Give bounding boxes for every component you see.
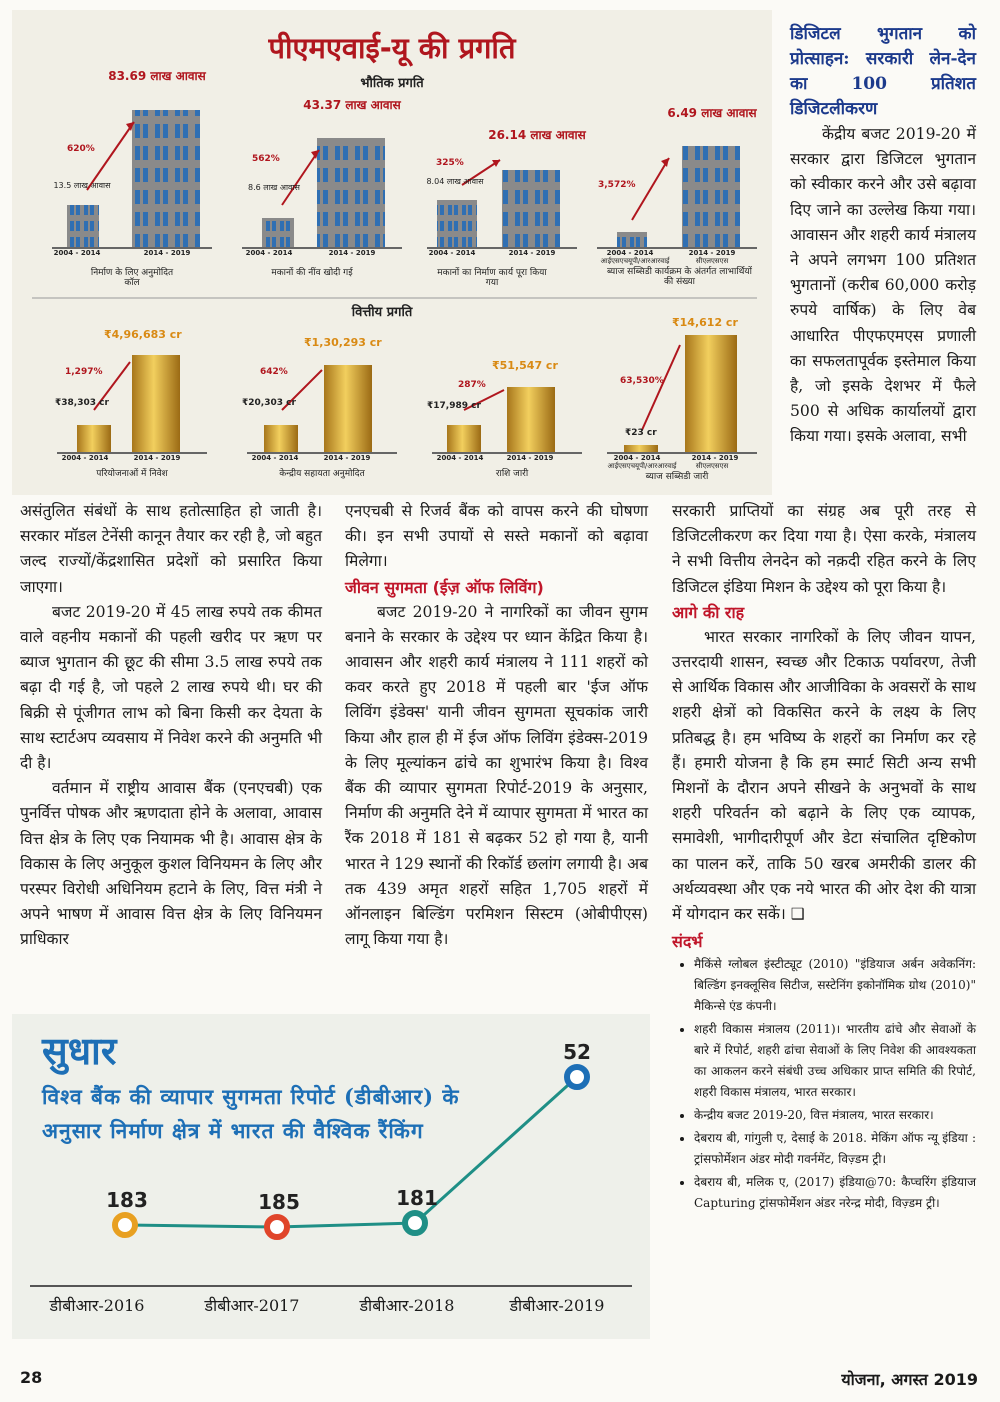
physical-growth-1: 620% bbox=[67, 144, 95, 154]
financial-new-period-4: 2014 - 2019 bbox=[691, 454, 739, 462]
infographic-panel bbox=[12, 10, 772, 495]
new-building-3 bbox=[502, 170, 560, 247]
reference-item: • शहरी विकास मंत्रालय (2011)। भारतीय ढांचे और सेवाओं के बारे में रिपोर्ट, शहरी ढांचा सेवाओं के लिए निवेश की आवश्यकता का आकलन करने संबंधी उच्च अधिकार प्राप्त समिति की रिपोर्ट, शहरी विकास मंत्रालय, भारत सरकार। bbox=[694, 1019, 976, 1103]
physical-new-sub-4: सीएलएसएस bbox=[695, 257, 729, 265]
physical-old-period-3: 2004 - 2014 bbox=[428, 249, 476, 257]
physical-group-3-graphic bbox=[427, 160, 577, 249]
financial-new-value-2: ₹1,30,293 cr bbox=[304, 336, 382, 349]
col1-para-2: बजट 2019-20 में 45 लाख रुपये तक कीमत वाले वहनीय मकानों की पहली खरीद पर ऋण पर ब्याज भुगतान की छूट की सीमा 3.5 लाख रुपये तक बढ़ा दी गई है, जो पहले 2 लाख रुपये थी। घर की बिक्री से पूंजीगत लाभ को बिना किसी कर देयता के साथ स्टार्टअप व्यवसाय में निवेश करने की अनुमति भी दी है। bbox=[20, 602, 322, 773]
ranking-series-line bbox=[125, 1077, 577, 1227]
new-coins-4 bbox=[685, 335, 737, 452]
x-tick-label: डीबीआर-2019 bbox=[509, 1296, 605, 1315]
physical-growth-4: 3,572% bbox=[598, 180, 636, 190]
financial-progress-heading: वित्तीय प्रगति bbox=[351, 305, 413, 320]
financial-growth-1: 1,297% bbox=[65, 367, 103, 377]
financial-old-sub-4: आईएसएचयूपी/आरआरवाई bbox=[607, 462, 677, 470]
financial-growth-3: 287% bbox=[458, 380, 486, 390]
physical-new-value-1: 83.69 लाख आवास bbox=[108, 69, 206, 83]
physical-new-period-2: 2014 - 2019 bbox=[328, 249, 376, 257]
col1-para-1: असंतुलित संबंधों के साथ हतोत्साहित हो जाती है। सरकार मॉडल टेनेंसी कानून तैयार कर रही है, जो बहुत जल्द राज्यों/केंद्रशासित प्रदेशों को प्रसारित किया जाएगा। bbox=[20, 502, 322, 596]
physical-old-period-2: 2004 - 2014 bbox=[245, 249, 293, 257]
financial-old-period-3: 2004 - 2014 bbox=[436, 454, 484, 462]
reference-item: • देबराय बी, मलिक ए, (2017) इंडिया@70: कैप्चरिंग इंडियाज Capturing ट्रांसफोर्मेशन अंडर नरेन्द्र मोदी, विज़्डम ट्री। bbox=[694, 1172, 976, 1214]
financial-new-sub-4: सीएलएसएस bbox=[695, 462, 729, 470]
ranking-point bbox=[267, 1217, 287, 1237]
reform-chart-title: सुधार bbox=[42, 1029, 117, 1073]
financial-old-value-3: ₹17,989 cr bbox=[427, 401, 481, 411]
reform-chart-panel bbox=[12, 1014, 650, 1339]
financial-old-period-1: 2004 - 2014 bbox=[61, 454, 109, 462]
old-coins-3 bbox=[447, 425, 481, 452]
references-list bbox=[672, 954, 976, 1214]
col2-para-1: एनएचबी से रिजर्व बैंक को वापस करने की घोषणा की। इन सभी उपायों से सस्ते मकानों को बढ़ावा मिलेगा। bbox=[345, 502, 648, 571]
old-building-4 bbox=[617, 232, 647, 247]
reference-item: • मैकिंसे ग्लोबल इंस्टीट्यूट (2010) "इंडियाज अर्बन अवेकनिंग: बिल्डिंग इनक्लूसिव सिटीज, सस्टेनिंग इकोनॉमिक ग्रोथ (2010)" मैकिन्से एंड कंपनी। bbox=[694, 954, 976, 1017]
physical-caption-3: मकानों का निर्माण कार्य पूरा किया गया bbox=[437, 268, 547, 288]
old-building-3 bbox=[437, 200, 477, 247]
new-coins-1 bbox=[132, 355, 180, 452]
column-3 bbox=[672, 499, 976, 1216]
financial-caption-1: परियोजनाओं में निवेश bbox=[96, 469, 168, 479]
physical-new-period-3: 2014 - 2019 bbox=[508, 249, 556, 257]
ranking-data-label: 52 bbox=[563, 1040, 591, 1064]
financial-old-value-1: ₹38,303 cr bbox=[55, 398, 109, 408]
financial-new-period-3: 2014 - 2019 bbox=[506, 454, 554, 462]
col2-para-2: बजट 2019-20 ने नागरिकों का जीवन सुगम बनाने के सरकार के उद्देश्य पर ध्यान केंद्रित किया है। आवासन और शहरी कार्य मंत्रालय ने 111 शहरों को कवर करते हुए 2018 में पहली बार 'ईज ऑफ लिविंग इंडेक्स' यानी जीवन सुगमता सूचकांक जारी किया और हाल ही में ईज ऑफ लिविंग इंडेक्स-2019 के लिए मूल्यांकन ढांचे का शुभारंभ किया है। विश्व बैंक की व्यापार सुगमता रिपोर्ट-2019 के अनुसार, निर्माण की अनुमति देने में व्यापार सुगमता में भारत का रैंक 2018 में 181 से बढ़कर 52 हो गया है, यानी भारत ने 129 स्थानों की रिकॉर्ड छलांग लगायी है। अब तक 439 अमृत शहरों सहित 1,705 शहरों में ऑनलाइन बिल्डिंग परमिशन सिस्टम (ओबीपीएस) लागू किया गया है। bbox=[345, 602, 648, 949]
column-1 bbox=[20, 499, 322, 953]
right-top-column bbox=[790, 22, 976, 450]
financial-caption-4: ब्याज सब्सिडी जारी bbox=[645, 472, 709, 482]
physical-old-value-1: 13.5 लाख आवास bbox=[53, 181, 111, 190]
physical-caption-4: ब्याज सब्सिडी कार्यक्रम के अंतर्गत लाभार्थियों की संख्या bbox=[607, 267, 752, 287]
financial-new-period-1: 2014 - 2019 bbox=[133, 454, 181, 462]
old-coins-1 bbox=[77, 425, 111, 452]
infographic-title: पीएमएवाई-यू की प्रगति bbox=[268, 31, 516, 65]
new-coins-2 bbox=[324, 365, 372, 452]
financial-old-value-4: ₹23 cr bbox=[625, 428, 657, 438]
financial-old-value-2: ₹20,303 cr bbox=[242, 398, 296, 408]
physical-new-value-2: 43.37 लाख आवास bbox=[303, 98, 401, 112]
financial-new-value-4: ₹14,612 cr bbox=[672, 316, 738, 329]
x-tick-label: डीबीआर-2017 bbox=[204, 1296, 300, 1315]
physical-caption-1: निर्माण के लिए अनुमोदित कॉल bbox=[90, 268, 174, 288]
x-tick-label: डीबीआर-2016 bbox=[49, 1296, 145, 1315]
col1-para-3: वर्तमान में राष्ट्रीय आवास बैंक (एनएचबी) एक पुनर्वित्त पोषक और ऋणदाता होने के अलावा, आवास वित्त क्षेत्र के लिए एक नियामक भी है। आवास क्षेत्र के विकास के लिए अनुकूल कुशल विनियमन के लिए और परस्पर विरोधी अधिनियम हटाने के लिए, वित्त मंत्री ने अपने भाषण में आवास वित्त क्षेत्र के लिए विनियमन प्राधिकार bbox=[20, 779, 322, 949]
ranking-point bbox=[115, 1215, 135, 1235]
financial-caption-2: केन्द्रीय सहायता अनुमोदित bbox=[279, 469, 365, 479]
old-building-2 bbox=[262, 218, 294, 247]
reform-chart-subtitle: विश्व बैंक की व्यापार सुगमता रिपोर्ट (डीबीआर) के अनुसार निर्माण क्षेत्र में भारत की वैश्विक रैंकिंग bbox=[42, 1084, 460, 1143]
ranking-data-label: 181 bbox=[396, 1186, 438, 1210]
new-building-2 bbox=[317, 138, 385, 247]
ranking-line-chart bbox=[12, 1014, 650, 1339]
digital-payment-heading: डिजिटल भुगतान को प्रोत्साहन: सरकारी लेन-देन का 100 प्रतिशत डिजिटलीकरण bbox=[790, 24, 976, 119]
physical-group-4-graphic bbox=[597, 146, 757, 249]
physical-old-period-4: 2004 - 2014 bbox=[606, 249, 654, 257]
physical-new-period-4: 2014 - 2019 bbox=[688, 249, 736, 257]
ranking-data-label: 185 bbox=[258, 1190, 300, 1214]
ranking-point bbox=[405, 1213, 425, 1233]
physical-new-value-3: 26.14 लाख आवास bbox=[488, 128, 586, 142]
way-forward-heading: आगे की राह bbox=[672, 602, 745, 622]
page-number: 28 bbox=[20, 1368, 43, 1387]
ranking-point bbox=[567, 1067, 587, 1087]
ranking-data-label: 183 bbox=[106, 1188, 148, 1212]
references-heading: संदर्भ bbox=[672, 932, 703, 952]
x-tick-label: डीबीआर-2018 bbox=[359, 1296, 455, 1315]
physical-old-sub-4: आईएसएचयूपी/आरआरवाई bbox=[600, 257, 670, 265]
physical-old-value-3: 8.04 लाख आवास bbox=[426, 177, 484, 186]
financial-growth-2: 642% bbox=[260, 367, 288, 377]
financial-group-2-graphic bbox=[247, 365, 397, 454]
financial-group-3-graphic bbox=[432, 387, 582, 454]
physical-old-value-2: 8.6 लाख आवास bbox=[248, 183, 300, 192]
column-2 bbox=[345, 499, 648, 952]
financial-new-value-1: ₹4,96,683 cr bbox=[104, 328, 182, 341]
digital-payment-text: केंद्रीय बजट 2019-20 में सरकार द्वारा डिजिटल भुगतान को स्वीकार करने और उसे बढ़ावा दिए जाने का उल्लेख किया गया। आवासन और शहरी कार्य मंत्रालय ने अपने लगभग 100 प्रतिशत भुगतानों (करीब 60,000 करोड़ रुपये वार्षिक) के लिए वेब आधारित पीएफएमएस प्रणाली का सफलतापूर्वक इस्तेमाल किया है, जो इसके देशभर में फैले 500 से अधिक कार्यालयों द्वारा किया गया। इसके अलावा, सभी bbox=[790, 125, 976, 446]
new-building-1 bbox=[132, 110, 200, 247]
physical-new-period-1: 2014 - 2019 bbox=[143, 249, 191, 257]
physical-new-value-4: 6.49 लाख आवास bbox=[667, 106, 757, 120]
col3-para-2: भारत सरकार नागरिकों के लिए जीवन यापन, उत्तरदायी शासन, स्वच्छ और टिकाऊ पर्यावरण, तेजी से आर्थिक विकास और आजीविका के अवसरों के साथ शहरी क्षेत्रों को विकसित करने के लक्ष्य के लिए प्रतिबद्ध है। हम भविष्य के शहरों का निर्माण कर रहे हैं। हमारी योजना है कि हम स्मार्ट सिटी अन्य सभी मिशनों के दौरान अपने सीखने के अनुभवों के साथ शहरी परिवर्तन को बढ़ाने के लिए एक व्यापक, समावेशी, भागीदारीपूर्ण और डेटा संचालित दृष्टिकोण का पालन करें, ताकि 50 खरब अमरीकी डालर की अर्थव्यवस्था और एक नये भारत की ओर देश की यात्रा में योगदान कर सकें। ❑ bbox=[672, 627, 977, 924]
reference-item: • केन्द्रीय बजट 2019-20, वित्त मंत्रालय, भारत सरकार। bbox=[694, 1105, 976, 1126]
reference-item: • देबराय बी, गांगुली ए, देसाई के 2018. मेकिंग ऑफ न्यू इंडिया : ट्रांसफोर्मेशन अंडर मोदी गवर्नमेंट, विज़्डम ट्री। bbox=[694, 1128, 976, 1170]
financial-caption-3: राशि जारी bbox=[495, 469, 529, 479]
financial-new-value-3: ₹51,547 cr bbox=[492, 359, 558, 372]
physical-growth-2: 562% bbox=[252, 154, 280, 164]
new-building-4 bbox=[682, 146, 740, 247]
financial-old-period-4: 2004 - 2014 bbox=[613, 454, 661, 462]
ease-of-living-heading: जीवन सुगमता (ईज़ ऑफ लिविंग) bbox=[345, 577, 544, 597]
old-building-1 bbox=[67, 205, 99, 247]
physical-growth-3: 325% bbox=[436, 158, 464, 168]
financial-old-period-2: 2004 - 2014 bbox=[251, 454, 299, 462]
new-coins-3 bbox=[507, 387, 555, 452]
physical-progress-heading: भौतिक प्रगति bbox=[360, 76, 424, 91]
col3-para-1: सरकारी प्राप्तियों का संग्रह अब पूरी तरह से डिजिटलीकरण कर दिया गया है। ऐसा करके, मंत्रालय ने सभी वित्तीय लेनदेन को नक़दी रहित करने के लिए डिजिटल इंडिया मिशन के उद्देश्य को पूरा किया है। bbox=[672, 502, 976, 596]
old-coins-2 bbox=[264, 425, 298, 452]
physical-old-period-1: 2004 - 2014 bbox=[53, 249, 101, 257]
financial-new-period-2: 2014 - 2019 bbox=[323, 454, 371, 462]
physical-caption-2: मकानों की नींव खोदी गई bbox=[271, 268, 353, 278]
old-coins-4 bbox=[624, 445, 658, 452]
magazine-issue: योजना, अगस्त 2019 bbox=[841, 1370, 978, 1389]
financial-growth-4: 63,530% bbox=[620, 376, 664, 386]
